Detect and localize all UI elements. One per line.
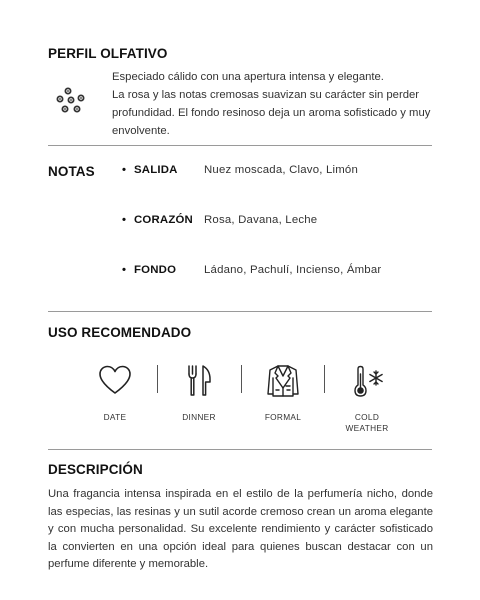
uso-label: COLD WEATHER: [345, 412, 389, 433]
uso-item-date: [75, 364, 155, 423]
spice-seeds-icon: [54, 86, 90, 116]
bullet: •: [122, 164, 126, 176]
descripcion-text: Una fragancia intensa inspirada en el estilo de la perfumería nicho, donde las especias, las resinas y un sutil acorde cremoso crean un aroma elegante y con mucha personalidad. Su excelente rendimiento y carácter sofisticado la convierten en una opción ideal para quienes buscan destacar con un perfume diferente y memorable.: [48, 488, 433, 570]
notas-title: NOTAS: [48, 164, 95, 179]
nota-label: FONDO: [134, 264, 177, 276]
uso-item-dinner: [159, 364, 239, 423]
perfil-description: [112, 68, 442, 140]
bullet: •: [122, 264, 126, 276]
descripcion-title: DESCRIPCIÓN: [48, 462, 143, 477]
divider: [48, 311, 432, 312]
heart-icon: [98, 364, 132, 398]
perfil-olfativo-title: PERFIL OLFATIVO: [48, 46, 168, 61]
uso-recomendado-title: USO RECOMENDADO: [48, 325, 192, 340]
uso-label: DINNER: [182, 412, 216, 422]
nota-label: SALIDA: [134, 164, 178, 176]
uso-label: DATE: [103, 412, 127, 422]
cutlery-icon: [182, 364, 216, 398]
nota-label: CORAZÓN: [134, 214, 193, 226]
uso-item-formal: [243, 364, 323, 423]
uso-item-cold-weather: [327, 364, 407, 434]
nota-value: Rosa, Davana, Leche: [204, 214, 318, 226]
nota-value: Nuez moscada, Clavo, Limón: [204, 164, 358, 176]
vertical-separator: [324, 365, 325, 393]
thermometer-snowflake-icon: [350, 364, 384, 398]
vertical-separator: [157, 365, 158, 393]
bullet: •: [122, 214, 126, 226]
divider: [48, 449, 432, 450]
divider: [48, 145, 432, 146]
uso-label: FORMAL: [264, 412, 302, 422]
blazer-icon: [266, 364, 300, 398]
vertical-separator: [241, 365, 242, 393]
nota-value: Ládano, Pachulí, Incienso, Ámbar: [204, 264, 382, 276]
perfil-line-2: La rosa y las notas cremosas suavizan su carácter sin perder profundidad. El fondo resinoso deja un aroma sofisticado y muy envolvente.: [112, 89, 431, 137]
perfil-line-1: Especiado cálido con una apertura intensa y elegante.: [112, 71, 384, 83]
